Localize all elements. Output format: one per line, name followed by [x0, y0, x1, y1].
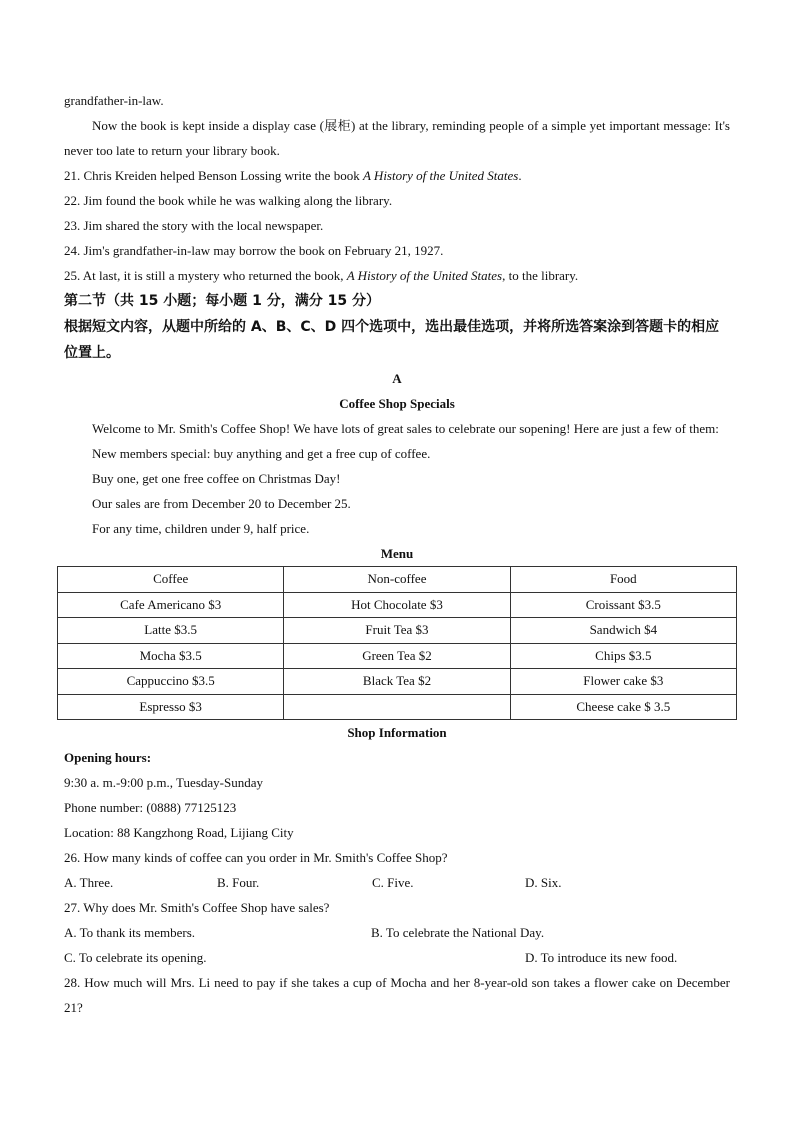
- table-cell: Fruit Tea $3: [284, 618, 510, 644]
- passage-title: Coffee Shop Specials: [339, 396, 455, 411]
- menu-title: Menu: [380, 546, 414, 561]
- table-cell: Chips $3.5: [510, 643, 736, 669]
- question-26-options: [64, 870, 730, 895]
- menu-table: [57, 566, 737, 720]
- question-21: 21. Chris Kreiden helped Benson Lossing write the book A History of the United States.: [64, 168, 522, 183]
- table-row: [58, 618, 737, 644]
- table-cell: Cafe Americano $3: [58, 592, 284, 618]
- option-a: A. To thank its members.: [64, 925, 196, 940]
- shop-location: Location: 88 Kangzhong Road, Lijiang City: [64, 825, 294, 840]
- special-line-2: Buy one, get one free coffee on Christmas Day!: [92, 471, 341, 486]
- table-row: [58, 669, 737, 695]
- passage-intro: Welcome to Mr. Smith's Coffee Shop! We have lots of great sales to celebrate our sopening! Here are just a few of them:: [92, 421, 719, 436]
- option-a: A. Three.: [64, 875, 114, 890]
- option-c: C. Five.: [372, 875, 414, 890]
- option-b: B. To celebrate the National Day.: [371, 925, 545, 940]
- option-b: B. Four.: [217, 875, 260, 890]
- question-22: 22. Jim found the book while he was walking along the library.: [64, 193, 393, 208]
- special-line-1: New members special: buy anything and get a free cup of coffee.: [92, 446, 431, 461]
- question-23: 23. Jim shared the story with the local newspaper.: [64, 218, 324, 233]
- special-line-4: For any time, children under 9, half price.: [92, 521, 310, 536]
- table-cell: Espresso $3: [58, 694, 284, 720]
- table-cell: Cappuccino $3.5: [58, 669, 284, 695]
- question-27-options-row1: [64, 920, 730, 945]
- section-instruction: 根据短文内容，从题中所给的 A、B、C、D 四个选项中，选出最佳选项，并将所选答案涂到答题卡的相应位置上。: [64, 319, 720, 361]
- phone-number: Phone number: (0888) 77125123: [64, 800, 237, 815]
- passage-letter: A: [392, 371, 402, 386]
- table-cell: Green Tea $2: [284, 643, 510, 669]
- table-cell: [284, 694, 510, 720]
- table-row: [58, 643, 737, 669]
- exam-page: [64, 88, 730, 1020]
- question-28: 28. How much will Mrs. Li need to pay if she takes a cup of Mocha and her 8-year-old son takes a flower cake on December 21?: [64, 975, 730, 1015]
- question-27-options-row2: [64, 945, 730, 970]
- table-cell: Latte $3.5: [58, 618, 284, 644]
- table-cell: Croissant $3.5: [510, 592, 736, 618]
- special-line-3: Our sales are from December 20 to December 25.: [92, 496, 351, 511]
- table-cell: Flower cake $3: [510, 669, 736, 695]
- question-26: 26. How many kinds of coffee can you order in Mr. Smith's Coffee Shop?: [64, 850, 448, 865]
- option-d: D. Six.: [525, 875, 562, 890]
- question-25: 25. At last, it is still a mystery who returned the book, A History of the United States, to the library.: [64, 268, 579, 283]
- table-cell: Black Tea $2: [284, 669, 510, 695]
- opening-hours-label: Opening hours:: [64, 750, 152, 765]
- table-row: [58, 592, 737, 618]
- true-false-questions: [64, 163, 730, 288]
- passage-paragraph: Now the book is kept inside a display case (展柜) at the library, reminding people of a simple yet important message: It's never too late to return your library book.: [64, 118, 730, 158]
- opening-hours: 9:30 a. m.-9:00 p.m., Tuesday-Sunday: [64, 775, 263, 790]
- table-row: [58, 694, 737, 720]
- question-24: 24. Jim's grandfather-in-law may borrow the book on February 21, 1927.: [64, 243, 444, 258]
- section-title: 第二节（共 15 小题；每小题 1 分，满分 15 分）: [64, 293, 380, 309]
- option-c: C. To celebrate its opening.: [64, 950, 207, 965]
- table-header: Non-coffee: [284, 567, 510, 593]
- table-cell: Mocha $3.5: [58, 643, 284, 669]
- shop-info-title: Shop Information: [347, 725, 447, 740]
- option-d: D. To introduce its new food.: [525, 950, 678, 965]
- table-cell: Sandwich $4: [510, 618, 736, 644]
- table-header: Food: [510, 567, 736, 593]
- table-header: Coffee: [58, 567, 284, 593]
- table-cell: Hot Chocolate $3: [284, 592, 510, 618]
- passage-fragment: grandfather-in-law.: [64, 93, 164, 108]
- table-header-row: [58, 567, 737, 593]
- table-cell: Cheese cake $ 3.5: [510, 694, 736, 720]
- question-27: 27. Why does Mr. Smith's Coffee Shop have sales?: [64, 900, 330, 915]
